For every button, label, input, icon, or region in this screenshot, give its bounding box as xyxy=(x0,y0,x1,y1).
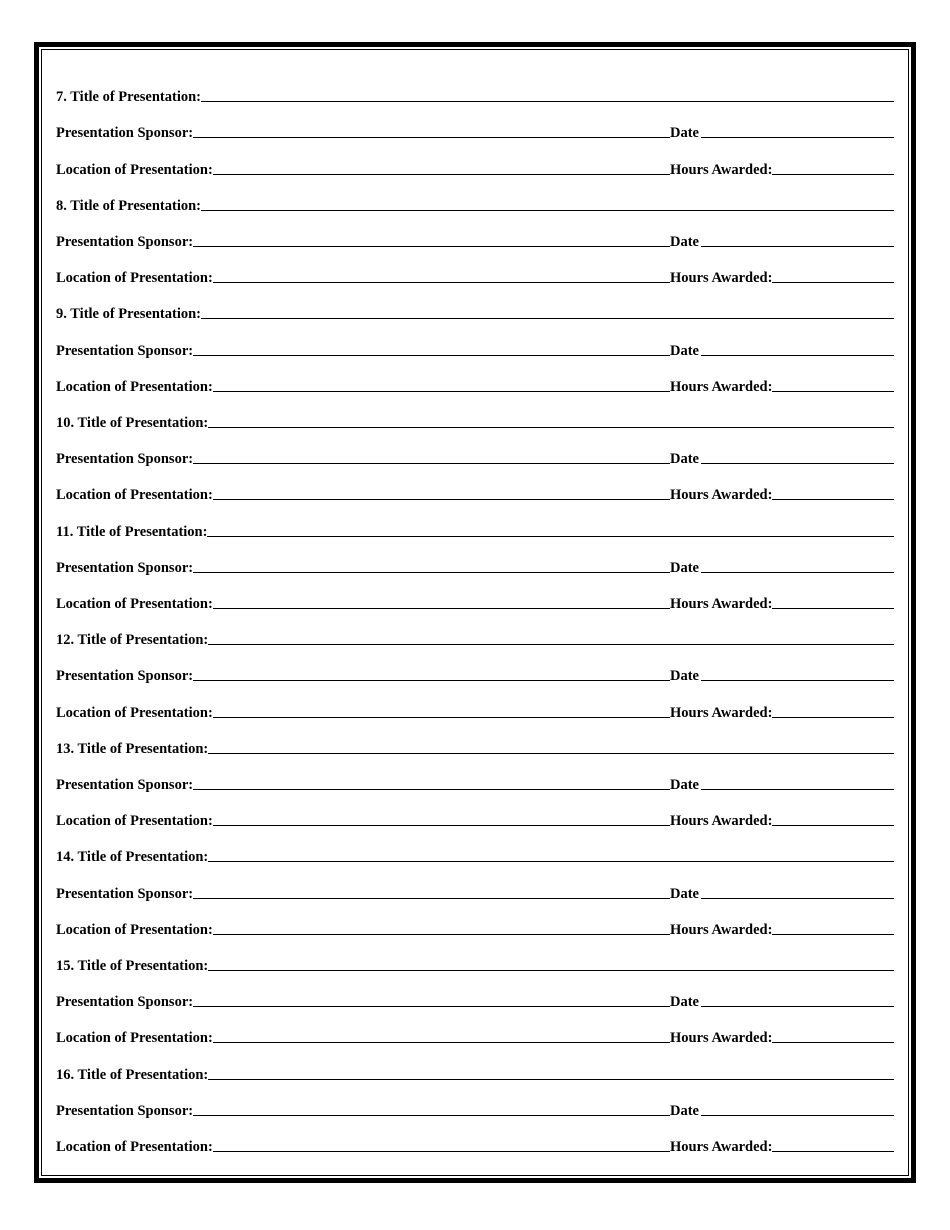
hours-field[interactable] xyxy=(772,1028,894,1043)
location-label: Location of Presentation: xyxy=(56,270,213,287)
title-label: 7. Title of Presentation: xyxy=(56,89,201,106)
location-row xyxy=(56,902,894,938)
presentation-entry xyxy=(56,1046,894,1155)
location-label: Location of Presentation: xyxy=(56,1030,213,1047)
sponsor-field[interactable] xyxy=(193,232,670,247)
date-label: Date xyxy=(670,994,699,1011)
hours-field[interactable] xyxy=(772,594,894,609)
sponsor-row xyxy=(56,105,894,141)
location-label: Location of Presentation: xyxy=(56,378,213,395)
title-row xyxy=(56,69,894,105)
location-field[interactable] xyxy=(213,377,670,392)
title-label: 15. Title of Presentation: xyxy=(56,957,209,974)
sponsor-row xyxy=(56,431,894,467)
date-field[interactable] xyxy=(701,449,781,464)
presentation-entry xyxy=(56,612,894,721)
sponsor-field[interactable] xyxy=(193,666,670,681)
sponsor-label: Presentation Sponsor: xyxy=(56,451,194,468)
sponsor-label: Presentation Sponsor: xyxy=(56,994,194,1011)
sponsor-row xyxy=(56,648,894,684)
hours-label: Hours Awarded: xyxy=(670,378,773,395)
title-row xyxy=(56,1046,894,1082)
presentation-log-form xyxy=(56,69,894,1155)
date-field-extra[interactable] xyxy=(781,775,894,790)
title-row xyxy=(56,178,894,214)
title-field[interactable] xyxy=(208,956,894,971)
hours-field[interactable] xyxy=(772,268,894,283)
location-label: Location of Presentation: xyxy=(56,1138,213,1155)
location-label: Location of Presentation: xyxy=(56,161,213,178)
location-field[interactable] xyxy=(213,268,670,283)
title-row xyxy=(56,829,894,865)
date-field[interactable] xyxy=(701,232,781,247)
hours-field[interactable] xyxy=(772,920,894,935)
presentation-entry xyxy=(56,286,894,395)
location-field[interactable] xyxy=(213,594,670,609)
date-field-extra[interactable] xyxy=(781,558,894,573)
title-field[interactable] xyxy=(201,196,894,211)
presentation-entry xyxy=(56,178,894,287)
sponsor-row xyxy=(56,540,894,576)
hours-label: Hours Awarded: xyxy=(670,1030,773,1047)
title-label: 9. Title of Presentation: xyxy=(56,306,201,323)
date-field-extra[interactable] xyxy=(781,992,894,1007)
sponsor-label: Presentation Sponsor: xyxy=(56,668,194,685)
sponsor-row xyxy=(56,974,894,1010)
title-field[interactable] xyxy=(201,304,894,319)
title-field[interactable] xyxy=(207,522,894,537)
location-label: Location of Presentation: xyxy=(56,921,213,938)
date-field-extra[interactable] xyxy=(781,232,894,247)
presentation-entry xyxy=(56,503,894,612)
location-row xyxy=(56,467,894,503)
title-field[interactable] xyxy=(208,1065,894,1080)
location-row xyxy=(56,359,894,395)
date-label: Date xyxy=(670,776,699,793)
location-row xyxy=(56,576,894,612)
hours-label: Hours Awarded: xyxy=(670,487,773,504)
sponsor-field[interactable] xyxy=(193,341,670,356)
hours-field[interactable] xyxy=(772,160,894,175)
hours-label: Hours Awarded: xyxy=(670,161,773,178)
sponsor-label: Presentation Sponsor: xyxy=(56,559,194,576)
date-field[interactable] xyxy=(701,341,781,356)
location-field[interactable] xyxy=(213,1028,670,1043)
location-label: Location of Presentation: xyxy=(56,487,213,504)
location-row xyxy=(56,1010,894,1046)
title-field[interactable] xyxy=(208,739,894,754)
location-label: Location of Presentation: xyxy=(56,595,213,612)
sponsor-label: Presentation Sponsor: xyxy=(56,776,194,793)
sponsor-row xyxy=(56,865,894,901)
location-row xyxy=(56,684,894,720)
sponsor-field[interactable] xyxy=(193,775,670,790)
hours-field[interactable] xyxy=(772,811,894,826)
presentation-entry xyxy=(56,395,894,504)
date-field[interactable] xyxy=(701,1101,781,1116)
sponsor-field[interactable] xyxy=(193,449,670,464)
location-field[interactable] xyxy=(213,1137,670,1152)
location-row xyxy=(56,793,894,829)
date-field[interactable] xyxy=(701,558,781,573)
date-field[interactable] xyxy=(701,123,781,138)
title-row xyxy=(56,612,894,648)
date-field-extra[interactable] xyxy=(781,666,894,681)
title-field[interactable] xyxy=(201,87,894,102)
title-field[interactable] xyxy=(208,847,894,862)
date-label: Date xyxy=(670,668,699,685)
location-row xyxy=(56,250,894,286)
sponsor-field[interactable] xyxy=(193,123,670,138)
title-label: 11. Title of Presentation: xyxy=(56,523,208,540)
hours-field[interactable] xyxy=(772,485,894,500)
date-label: Date xyxy=(670,342,699,359)
sponsor-label: Presentation Sponsor: xyxy=(56,233,194,250)
title-field[interactable] xyxy=(208,630,894,645)
title-field[interactable] xyxy=(208,413,894,428)
hours-field[interactable] xyxy=(772,377,894,392)
presentation-entry xyxy=(56,721,894,830)
date-field[interactable] xyxy=(701,666,781,681)
title-row xyxy=(56,721,894,757)
date-label: Date xyxy=(670,885,699,902)
sponsor-field[interactable] xyxy=(193,558,670,573)
location-row xyxy=(56,141,894,177)
hours-label: Hours Awarded: xyxy=(670,704,773,721)
location-field[interactable] xyxy=(213,920,670,935)
sponsor-field[interactable] xyxy=(193,992,670,1007)
sponsor-row xyxy=(56,214,894,250)
title-row xyxy=(56,503,894,539)
title-row xyxy=(56,286,894,322)
date-label: Date xyxy=(670,559,699,576)
hours-label: Hours Awarded: xyxy=(670,270,773,287)
title-label: 10. Title of Presentation: xyxy=(56,414,209,431)
hours-label: Hours Awarded: xyxy=(670,921,773,938)
location-row xyxy=(56,1119,894,1155)
title-label: 14. Title of Presentation: xyxy=(56,849,209,866)
hours-label: Hours Awarded: xyxy=(670,1138,773,1155)
location-field[interactable] xyxy=(213,485,670,500)
date-field-extra[interactable] xyxy=(781,449,894,464)
sponsor-label: Presentation Sponsor: xyxy=(56,342,194,359)
location-label: Location of Presentation: xyxy=(56,704,213,721)
location-field[interactable] xyxy=(213,703,670,718)
title-label: 13. Title of Presentation: xyxy=(56,740,209,757)
hours-field[interactable] xyxy=(772,703,894,718)
sponsor-field[interactable] xyxy=(193,1101,670,1116)
hours-label: Hours Awarded: xyxy=(670,595,773,612)
hours-label: Hours Awarded: xyxy=(670,813,773,830)
date-field-extra[interactable] xyxy=(781,1101,894,1116)
date-field[interactable] xyxy=(701,775,781,790)
date-field-extra[interactable] xyxy=(781,123,894,138)
sponsor-row xyxy=(56,322,894,358)
presentation-entry xyxy=(56,69,894,178)
date-field[interactable] xyxy=(701,884,781,899)
location-field[interactable] xyxy=(213,160,670,175)
location-field[interactable] xyxy=(213,811,670,826)
date-label: Date xyxy=(670,125,699,142)
location-label: Location of Presentation: xyxy=(56,813,213,830)
date-label: Date xyxy=(670,1102,699,1119)
presentation-entry xyxy=(56,938,894,1047)
date-label: Date xyxy=(670,451,699,468)
sponsor-row xyxy=(56,1083,894,1119)
sponsor-label: Presentation Sponsor: xyxy=(56,1102,194,1119)
hours-field[interactable] xyxy=(772,1137,894,1152)
date-field[interactable] xyxy=(701,992,781,1007)
presentation-entry xyxy=(56,829,894,938)
title-label: 12. Title of Presentation: xyxy=(56,632,209,649)
title-label: 16. Title of Presentation: xyxy=(56,1066,209,1083)
sponsor-label: Presentation Sponsor: xyxy=(56,125,194,142)
title-label: 8. Title of Presentation: xyxy=(56,197,201,214)
date-field-extra[interactable] xyxy=(781,341,894,356)
title-row xyxy=(56,395,894,431)
date-field-extra[interactable] xyxy=(781,884,894,899)
title-row xyxy=(56,938,894,974)
sponsor-label: Presentation Sponsor: xyxy=(56,885,194,902)
sponsor-field[interactable] xyxy=(193,884,670,899)
sponsor-row xyxy=(56,757,894,793)
date-label: Date xyxy=(670,233,699,250)
